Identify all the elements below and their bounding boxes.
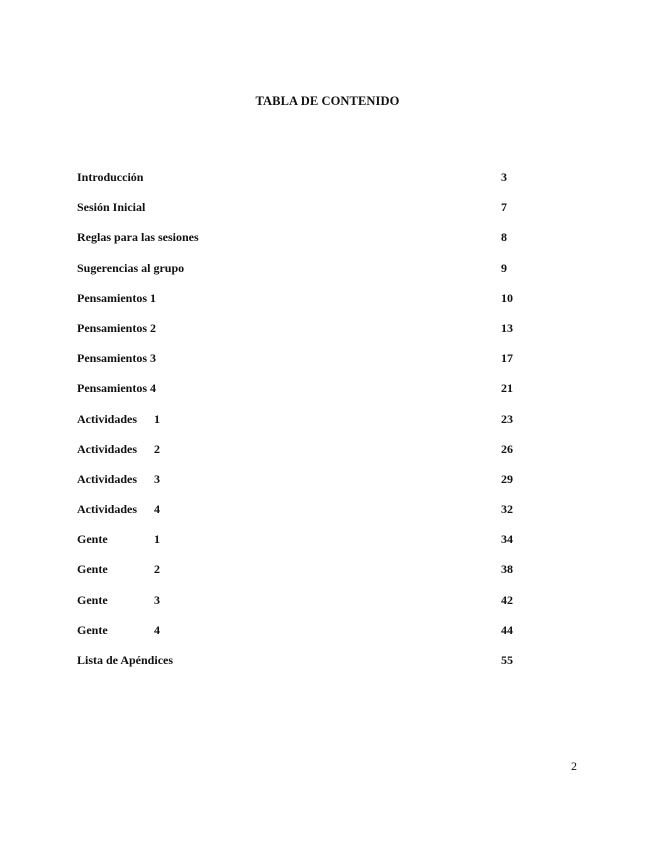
toc-entry	[77, 291, 537, 321]
toc-entry-label: Pensamientos 2	[77, 320, 156, 335]
toc-entry	[77, 381, 537, 411]
toc-entry-label: Reglas para las sesiones	[77, 230, 199, 245]
toc-entry	[77, 532, 537, 562]
toc-entry-page: 8	[501, 230, 507, 245]
toc-entry-page: 21	[501, 381, 513, 396]
toc-entry-label: Actividades	[77, 502, 137, 517]
toc-entry-label: Actividades	[77, 471, 137, 486]
toc-entry-page: 38	[501, 562, 513, 577]
toc-entry-page: 42	[501, 592, 513, 607]
toc-entry-label: Lista de Apéndices	[77, 653, 174, 667]
toc-entry-number: 3	[154, 592, 160, 607]
toc-entry-label: Sesión Inicial	[77, 200, 146, 215]
toc-entry	[77, 472, 537, 502]
toc-entry-page: 9	[501, 260, 507, 275]
toc-entry-page: 17	[501, 351, 513, 366]
toc-entry	[77, 170, 537, 200]
toc-entry-number: 3	[154, 471, 160, 486]
toc-entry-page: 32	[501, 502, 513, 517]
toc-entry-number: 2	[154, 441, 160, 456]
toc-entry-page: 44	[501, 622, 513, 637]
toc-entry-number: 2	[154, 562, 160, 577]
toc-entry-label: Sugerencias al grupo	[77, 260, 185, 275]
toc-entry	[77, 412, 537, 442]
page-number: 2	[571, 759, 577, 773]
toc-entry-label: Introducción	[77, 170, 144, 184]
toc-entry	[77, 261, 537, 291]
toc-title: TABLA DE CONTENIDO	[255, 94, 400, 108]
toc-entry-page: 3	[501, 170, 507, 184]
toc-entry-number: 4	[154, 502, 160, 517]
toc-entry-label: Pensamientos 3	[77, 351, 156, 366]
toc-entry-label: Gente	[77, 532, 108, 547]
toc-entry	[77, 351, 537, 381]
toc-entry-number: 1	[154, 532, 160, 547]
toc-list	[77, 170, 537, 683]
toc-entry-page: 23	[501, 411, 513, 426]
toc-entry-label: Gente	[77, 592, 108, 607]
toc-entry-page: 7	[501, 200, 507, 215]
toc-entry-page: 34	[501, 532, 513, 547]
toc-entry	[77, 230, 537, 260]
toc-entry	[77, 593, 537, 623]
toc-entry-label: Actividades	[77, 411, 137, 426]
toc-entry	[77, 653, 537, 683]
toc-entry-label: Pensamientos 4	[77, 381, 156, 396]
toc-entry	[77, 562, 537, 592]
toc-entry-label: Gente	[77, 562, 108, 577]
toc-entry-page: 55	[501, 653, 513, 667]
toc-entry-page: 29	[501, 471, 513, 486]
toc-entry	[77, 502, 537, 532]
toc-entry-label: Gente	[77, 622, 108, 637]
toc-entry	[77, 321, 537, 351]
toc-entry-number: 1	[154, 411, 160, 426]
toc-entry-label: Actividades	[77, 441, 137, 456]
toc-entry	[77, 200, 537, 230]
toc-entry-number: 4	[154, 622, 160, 637]
toc-entry-page: 10	[501, 290, 513, 305]
toc-entry	[77, 442, 537, 472]
toc-entry-page: 13	[501, 320, 513, 335]
toc-entry-page: 26	[501, 441, 513, 456]
toc-entry-label: Pensamientos 1	[77, 290, 156, 305]
toc-entry	[77, 623, 537, 653]
